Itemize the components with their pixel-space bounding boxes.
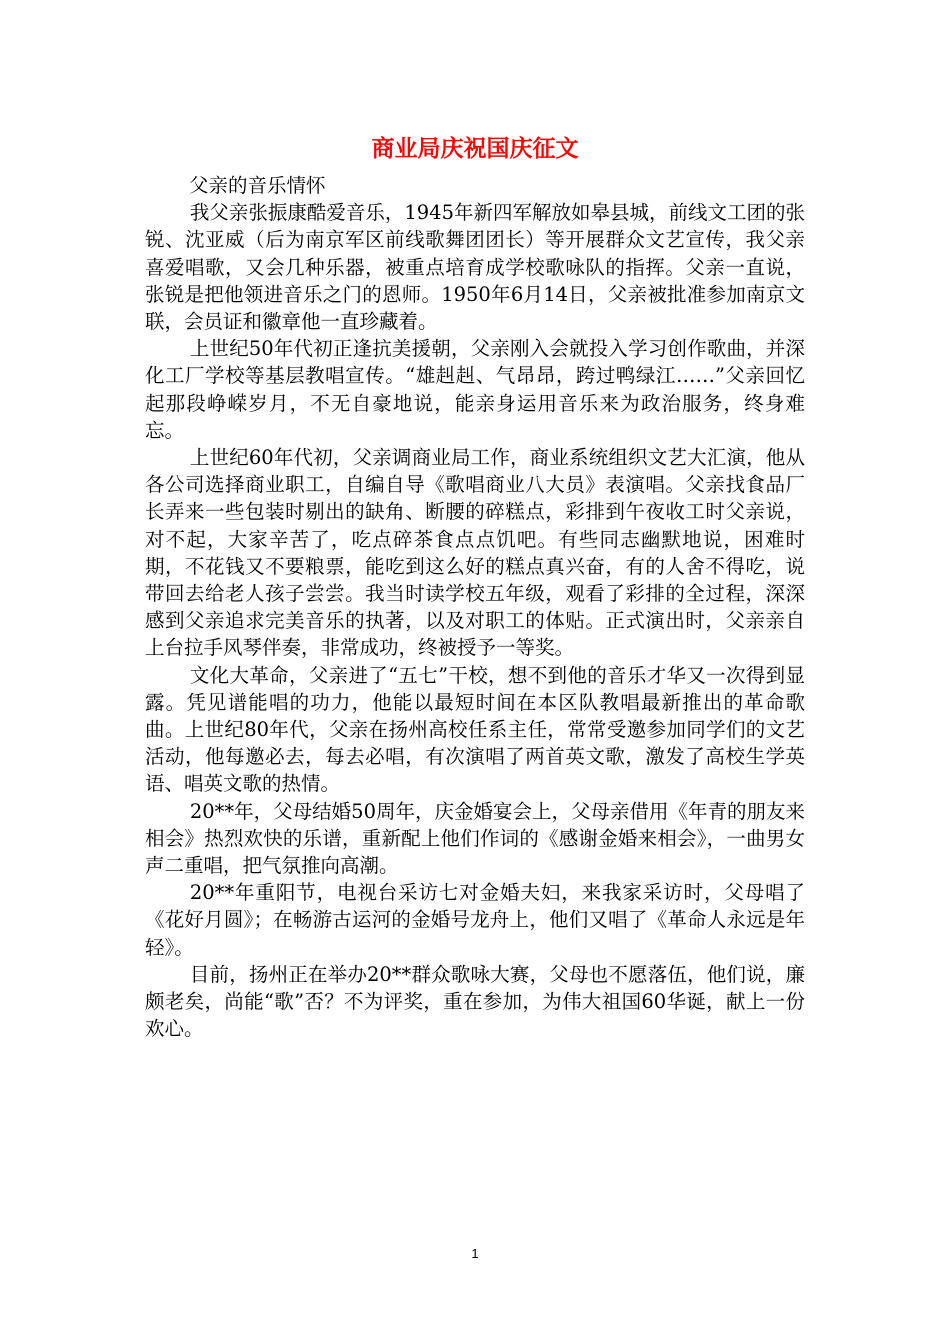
paragraph: 20**年，父母结婚50周年，庆金婚宴会上，父母亲借用《年青的朋友来相会》热烈欢快的乐谱，重新配上他们作词的《感谢金婚来相会》，一曲男女声二重唱，把气氛推向高潮。 bbox=[145, 799, 805, 878]
page-number: 1 bbox=[471, 1246, 479, 1261]
paragraph: 我父亲张振康酷爱音乐，1945年新四军解放如皋县城，前线文工团的张锐、沈亚威（后为南京军区前线歌舞团团长）等开展群众文艺宣传，我父亲喜爱唱歌，又会几种乐器，被重点培育成学校歌咏队的指挥。父亲一直说，张锐是把他领进音乐之门的恩师。1950年6月14日，父亲被批准参加南京文联，会员证和徽章他一直珍藏着。 bbox=[145, 201, 805, 334]
paragraph: 文化大革命，父亲进了“五七”干校，想不到他的音乐才华又一次得到显露。凭见谱能唱的功力，他能以最短时间在本区队教唱最新推出的革命歌曲。上世纪80年代，父亲在扬州高校任系主任，常常受邀参加同学们的文艺活动，他每邀必去，每去必唱，有次演唱了两首英文歌，激发了高校生学英语、唱英文歌的热情。 bbox=[145, 663, 805, 796]
document-body bbox=[145, 172, 805, 1043]
document-title: 商业局庆祝国庆征文 bbox=[371, 136, 579, 162]
paragraph: 20**年重阳节，电视台采访七对金婚夫妇，来我家采访时，父母唱了《花好月圆》；在畅游古运河的金婚号龙舟上，他们又唱了《革命人永远是年轻》。 bbox=[145, 881, 805, 959]
paragraph: 上世纪60年代初，父亲调商业局工作，商业系统组织文艺大汇演，他从各公司选择商业职工，自编自导《歌唱商业八大员》表演唱。父亲找食品厂长弄来一些包装时剔出的缺角、断腰的碎糕点，彩排到午夜收工时父亲说，对不起，大家辛苦了，吃点碎茶食点点饥吧。有些同志幽默地说，困难时期，不花钱又不要粮票，能吃到这么好的糕点真兴奋，有的人舍不得吃，说带回去给老人孩子尝尝。我当时读学校五年级，观看了彩排的全过程，深深感到父亲追求完美音乐的执著，以及对职工的体贴。正式演出时，父亲亲自上台拉手风琴伴奏，非常成功，终被授予一等奖。 bbox=[145, 446, 805, 660]
paragraph: 目前，扬州正在举办20**群众歌咏大赛，父母也不愿落伍，他们说，廉颇老矣，尚能“歌”否？不为评奖，重在参加，为伟大祖国60华诞，献上一份欢心。 bbox=[145, 962, 805, 1041]
paragraph: 上世纪50年代初正逢抗美援朝，父亲刚入会就投入学习创作歌曲，并深化工厂学校等基层教唱宣传。“雄赳赳、气昂昂，跨过鸭绿江……”父亲回忆起那段峥嵘岁月，不无自豪地说，能亲身运用音乐来为政治服务，终身难忘。 bbox=[145, 337, 805, 442]
article-subtitle: 父亲的音乐情怀 bbox=[189, 174, 326, 197]
